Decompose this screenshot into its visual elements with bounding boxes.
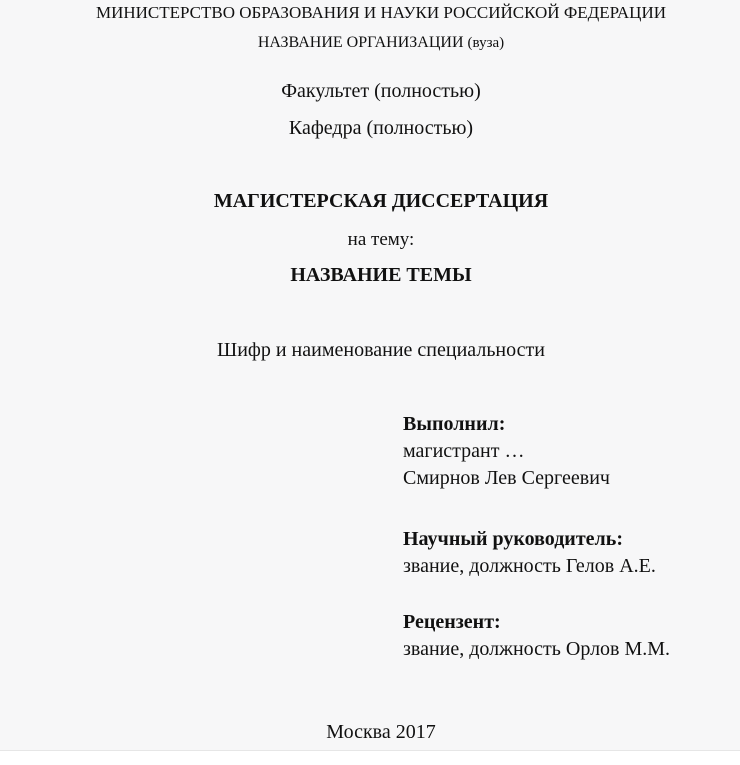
topic-title: НАЗВАНИЕ ТЕМЫ bbox=[290, 264, 472, 286]
organization-note: (вуза) bbox=[467, 35, 505, 51]
city-year: Москва 2017 bbox=[326, 721, 436, 743]
department-line: Кафедра (полностью) bbox=[288, 117, 474, 139]
supervisor-info: звание, должность Гелов А.Е. bbox=[403, 555, 656, 577]
specialty-line: Шифр и наименование специальности bbox=[217, 339, 545, 361]
reviewer-block bbox=[403, 609, 670, 663]
organization-line bbox=[0, 34, 740, 52]
faculty-line: Факультет (полностью) bbox=[281, 80, 481, 102]
supervisor-block bbox=[403, 526, 656, 580]
ministry-line: МИНИСТЕРСТВО ОБРАЗОВАНИЯ И НАУКИ РОССИЙСКОЙ ФЕДЕРАЦИИ bbox=[95, 3, 667, 22]
organization-name: НАЗВАНИЕ ОРГАНИЗАЦИИ bbox=[257, 34, 464, 51]
performer-block bbox=[403, 411, 610, 492]
performer-label: Выполнил: bbox=[403, 413, 506, 435]
on-topic-label: на тему: bbox=[347, 229, 415, 250]
bottom-strip bbox=[0, 750, 740, 765]
performer-role: магистрант … bbox=[403, 440, 525, 462]
document-type: МАГИСТЕРСКАЯ ДИССЕРТАЦИЯ bbox=[213, 190, 549, 212]
reviewer-info: звание, должность Орлов М.М. bbox=[403, 638, 671, 660]
performer-name: Смирнов Лев Сергеевич bbox=[403, 467, 610, 489]
supervisor-label: Научный руководитель: bbox=[403, 528, 623, 550]
reviewer-label: Рецензент: bbox=[403, 611, 501, 633]
